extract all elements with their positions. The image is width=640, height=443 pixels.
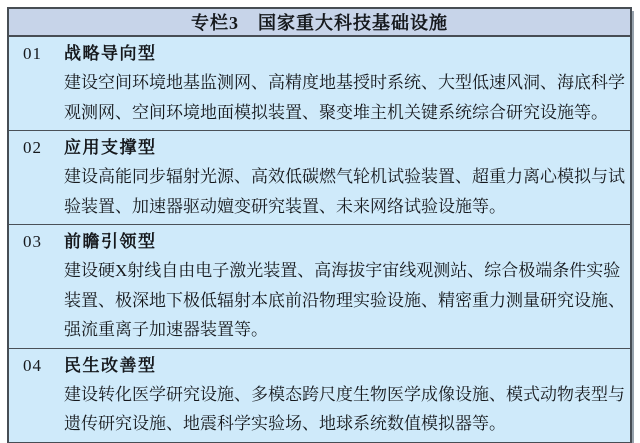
section-text-line: 装置、极深地下极低辐射本底前沿物理实验设施、精密重力测量研究设施、 [64, 290, 625, 310]
section-row [9, 37, 630, 130]
section-number: 03 [23, 232, 42, 251]
section-text-line: 建设空间环境地基监测网、高精度地基授时系统、大型低速风洞、海底科学 [64, 73, 625, 92]
section-text-line: 验装置、加速器驱动嬗变研究装置、未来网络试验设施等。 [64, 196, 506, 216]
section-row [9, 130, 630, 224]
section-text-line: 强流重离子加速器装置等。 [64, 320, 268, 339]
section-body [64, 256, 625, 345]
section-number: 04 [23, 355, 42, 375]
section-row [9, 348, 630, 442]
section-number: 01 [23, 44, 42, 63]
section-body [64, 68, 625, 127]
section-text-line: 观测网、空间环境地面模拟装置、聚变堆主机关键系统综合研究设施等。 [64, 102, 608, 122]
section-heading-row [23, 133, 616, 162]
section-heading: 应用支撑型 [64, 138, 157, 157]
sections-container [9, 37, 630, 442]
infrastructure-box [7, 7, 632, 443]
section-text-line: 建设转化医学研究设施、多模态跨尺度生物医学成像设施、模式动物表型与 [64, 384, 625, 404]
section-text-line: 遗传研究设施、地震科学实验场、地球系统数值模拟器等。 [64, 414, 506, 433]
section-body [64, 162, 625, 221]
section-heading-row [23, 39, 616, 68]
section-heading: 前瞻引领型 [64, 232, 157, 251]
section-number: 02 [23, 138, 42, 157]
section-heading: 民生改善型 [64, 355, 157, 375]
section-text-line: 建设高能同步辐射光源、高效低碳燃气轮机试验装置、超重力离心模拟与试 [64, 167, 625, 186]
section-heading-row [23, 227, 616, 256]
section-row [9, 224, 630, 348]
section-text-line: 建设硬X射线自由电子激光装置、高海拔宇宙线观测站、综合极端条件实验 [64, 261, 621, 280]
panel-title: 专栏3 国家重大科技基础设施 [9, 9, 630, 37]
section-heading: 战略导向型 [64, 44, 157, 63]
section-heading-row [23, 351, 616, 380]
section-body [64, 380, 625, 439]
